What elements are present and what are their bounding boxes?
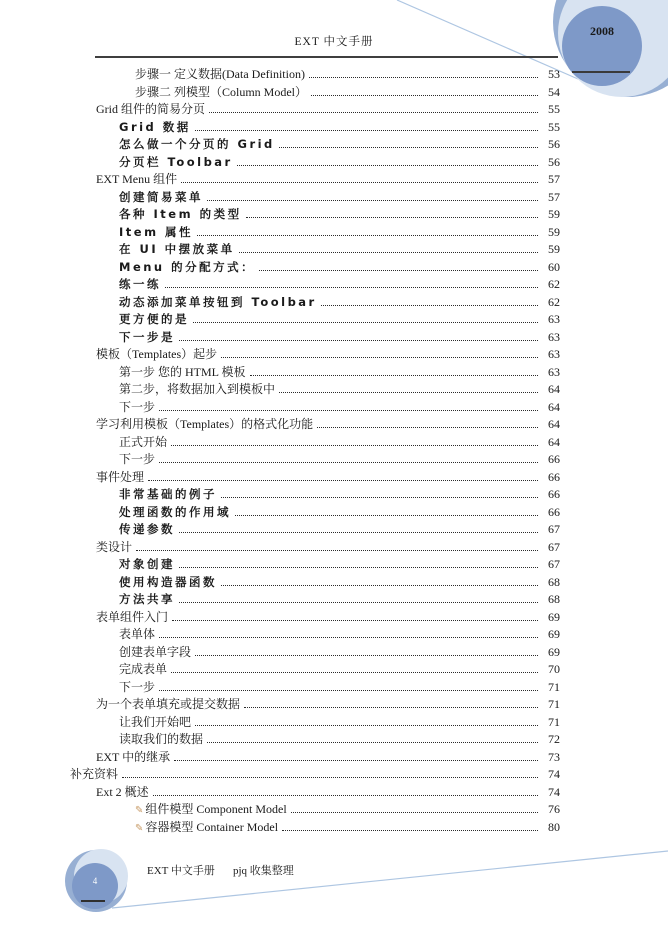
toc-entry bbox=[70, 749, 560, 767]
toc-entry bbox=[70, 766, 560, 784]
dot-leader bbox=[172, 619, 538, 621]
toc-entry-page-number: 64 bbox=[548, 417, 560, 431]
toc-entry-label: 下一步 bbox=[119, 679, 156, 694]
toc-entry-label: 表单组件入门 bbox=[96, 609, 169, 624]
toc-entry bbox=[70, 171, 560, 189]
top-right-circle-inner bbox=[562, 6, 642, 86]
toc-entry-label: 正式开始 bbox=[119, 434, 168, 449]
toc-entry bbox=[70, 416, 560, 434]
toc-entry-label: 在 UI 中摆放菜单 bbox=[119, 242, 235, 256]
toc-entry bbox=[70, 539, 560, 557]
footer-doc-label: EXT 中文手册 bbox=[147, 865, 215, 877]
dot-leader bbox=[221, 584, 538, 586]
toc-entry bbox=[70, 469, 560, 487]
dot-leader bbox=[237, 164, 538, 166]
dot-leader bbox=[193, 321, 538, 323]
toc-entry-label: 表单体 bbox=[119, 627, 156, 641]
toc-entry bbox=[70, 399, 560, 417]
toc-entry bbox=[70, 241, 560, 259]
toc-entry-label: 第二步，将数据加入到模板中 bbox=[119, 382, 276, 396]
dot-leader bbox=[244, 706, 538, 708]
toc-entry-label: 类设计 bbox=[96, 539, 133, 554]
toc-entry bbox=[70, 224, 560, 242]
toc-entry-label: 非常基础的例子 bbox=[119, 487, 217, 501]
toc-entry-page-number: 80 bbox=[548, 819, 560, 834]
toc-entry bbox=[70, 819, 560, 837]
toc-entry-page-number: 56 bbox=[548, 137, 560, 151]
page-number: 4 bbox=[92, 876, 98, 886]
toc-entry bbox=[70, 731, 560, 749]
toc-entry-page-number: 64 bbox=[548, 434, 560, 449]
toc-entry bbox=[70, 626, 560, 644]
dot-leader bbox=[246, 216, 538, 218]
toc-entry bbox=[70, 294, 560, 312]
toc-entry-page-number: 57 bbox=[548, 189, 560, 204]
toc-entry-page-number: 62 bbox=[548, 294, 560, 309]
toc-entry-label: 读取我们的数据 bbox=[119, 732, 204, 746]
toc-entry bbox=[70, 609, 560, 627]
toc-entry-label: Item 属性 bbox=[119, 224, 194, 239]
dot-leader bbox=[317, 426, 538, 428]
dot-leader bbox=[165, 286, 538, 288]
toc-entry-label: 下一步 bbox=[119, 399, 156, 414]
toc-entry-label: 创建简易菜单 bbox=[119, 189, 203, 204]
dot-leader bbox=[197, 234, 538, 236]
dot-leader bbox=[311, 94, 538, 96]
year-badge-underline bbox=[572, 71, 630, 73]
toc-entry bbox=[70, 451, 560, 469]
footer-credit: pjq 收集整理 bbox=[232, 865, 294, 877]
dot-leader bbox=[159, 689, 538, 691]
toc-entry bbox=[70, 521, 560, 539]
dot-leader bbox=[159, 461, 538, 463]
dot-leader bbox=[259, 269, 538, 271]
toc-entry-label: EXT Menu 组件 bbox=[96, 172, 178, 186]
toc-entry-label: 分页栏 Toolbar bbox=[119, 154, 233, 169]
toc-entry bbox=[70, 206, 560, 224]
page-number-underline bbox=[81, 900, 105, 902]
toc-entry bbox=[70, 434, 560, 452]
dot-leader bbox=[235, 514, 538, 516]
toc-entry bbox=[70, 119, 560, 137]
toc-entry-page-number: 68 bbox=[548, 592, 560, 606]
dot-leader bbox=[179, 531, 538, 533]
dot-leader bbox=[195, 129, 538, 131]
toc-entry-label: 怎么做一个分页的 Grid bbox=[119, 137, 275, 151]
toc-entry bbox=[70, 696, 560, 714]
toc-entry bbox=[70, 661, 560, 679]
bottom-left-circle-inner bbox=[72, 863, 118, 909]
toc-entry-label: 步骤一 定义数据(Data Definition) bbox=[135, 67, 305, 81]
toc-entry bbox=[70, 644, 560, 662]
dot-leader bbox=[181, 181, 538, 183]
toc-entry-label: 对象创建 bbox=[119, 557, 175, 571]
dot-leader bbox=[159, 409, 538, 411]
toc-entry-label: 处理函数的作用域 bbox=[119, 504, 231, 519]
pencil-icon: ✎ bbox=[135, 805, 144, 816]
dot-leader bbox=[179, 601, 538, 603]
dot-leader bbox=[179, 339, 538, 341]
header-title: EXT 中文手册 bbox=[294, 36, 374, 48]
toc-entry-page-number: 73 bbox=[548, 749, 560, 764]
toc-entry bbox=[70, 486, 560, 504]
toc-entry bbox=[70, 259, 560, 277]
bottom-diagonal-line bbox=[112, 851, 668, 908]
toc-entry bbox=[70, 329, 560, 347]
toc-entry-page-number: 66 bbox=[548, 452, 560, 466]
toc-entry-page-number: 53 bbox=[548, 67, 560, 81]
dot-leader bbox=[321, 304, 538, 306]
toc-entry-page-number: 74 bbox=[548, 784, 560, 799]
toc-entry bbox=[70, 591, 560, 609]
toc-entry-page-number: 63 bbox=[548, 364, 560, 379]
toc-entry-label: 容器模型 Container Model bbox=[145, 819, 279, 834]
toc-entry-page-number: 59 bbox=[548, 224, 560, 239]
toc-entry-page-number: 62 bbox=[548, 277, 560, 291]
toc-entry-page-number: 66 bbox=[548, 469, 560, 484]
toc-entry bbox=[70, 714, 560, 732]
toc-entry-page-number: 70 bbox=[548, 662, 560, 676]
dot-leader bbox=[221, 356, 538, 358]
dot-leader bbox=[279, 146, 538, 148]
toc-entry-label: 创建表单字段 bbox=[119, 644, 192, 659]
footer-text bbox=[147, 862, 294, 878]
toc-entry-label: 完成表单 bbox=[119, 662, 168, 676]
toc-entry-label: 让我们开始吧 bbox=[119, 714, 192, 729]
pencil-icon: ✎ bbox=[135, 822, 144, 834]
dot-leader bbox=[207, 199, 538, 201]
dot-leader bbox=[195, 724, 538, 726]
toc-entry-label: 练一练 bbox=[119, 277, 161, 291]
toc-entry bbox=[70, 101, 560, 119]
toc-entry-page-number: 74 bbox=[548, 767, 560, 781]
toc-entry-page-number: 69 bbox=[548, 627, 560, 641]
toc-entry-label: 补充资料 bbox=[70, 767, 119, 781]
table-of-contents bbox=[70, 66, 560, 836]
toc-entry-label: 学习利用模板（Templates）的格式化功能 bbox=[96, 417, 314, 431]
dot-leader bbox=[221, 496, 538, 498]
toc-entry-label: 模板（Templates）起步 bbox=[96, 347, 218, 361]
toc-entry-label: 下一步是 bbox=[119, 329, 175, 344]
dot-leader bbox=[282, 829, 538, 831]
toc-entry-label: 传递参数 bbox=[119, 522, 175, 536]
toc-entry bbox=[70, 574, 560, 592]
toc-entry-page-number: 56 bbox=[548, 154, 560, 169]
dot-leader bbox=[122, 776, 538, 778]
toc-entry-label: 步骤二 列模型（Column Model） bbox=[135, 84, 308, 99]
toc-entry-page-number: 59 bbox=[548, 207, 560, 221]
toc-entry bbox=[70, 311, 560, 329]
toc-entry-page-number: 63 bbox=[548, 347, 560, 361]
toc-entry-page-number: 72 bbox=[548, 732, 560, 746]
toc-entry-label: Menu 的分配方式： bbox=[119, 259, 256, 274]
header-rule bbox=[95, 56, 558, 58]
toc-entry bbox=[70, 66, 560, 84]
toc-entry-page-number: 66 bbox=[548, 504, 560, 519]
toc-entry-label: 组件模型 Component Model bbox=[145, 802, 287, 816]
toc-entry-page-number: 55 bbox=[548, 119, 560, 134]
toc-entry-page-number: 71 bbox=[548, 697, 560, 711]
toc-entry-page-number: 67 bbox=[548, 539, 560, 554]
toc-entry-page-number: 67 bbox=[548, 522, 560, 536]
toc-entry-page-number: 63 bbox=[548, 312, 560, 326]
toc-entry bbox=[70, 154, 560, 172]
dot-leader bbox=[279, 391, 538, 393]
toc-entry bbox=[70, 556, 560, 574]
toc-entry-page-number: 55 bbox=[548, 102, 560, 116]
toc-entry bbox=[70, 346, 560, 364]
toc-entry bbox=[70, 364, 560, 382]
toc-entry bbox=[70, 801, 560, 819]
toc-entry-page-number: 60 bbox=[548, 259, 560, 274]
dot-leader bbox=[195, 654, 538, 656]
toc-entry bbox=[70, 504, 560, 522]
toc-entry-label: 方法共享 bbox=[119, 592, 175, 606]
toc-entry bbox=[70, 84, 560, 102]
toc-entry bbox=[70, 136, 560, 154]
toc-entry-label: 为一个表单填充或提交数据 bbox=[96, 697, 241, 711]
toc-entry-label: Grid 数据 bbox=[119, 119, 191, 134]
toc-entry bbox=[70, 189, 560, 207]
dot-leader bbox=[136, 549, 538, 551]
toc-entry-page-number: 63 bbox=[548, 329, 560, 344]
toc-entry-label: 动态添加菜单按钮到 Toolbar bbox=[119, 294, 317, 309]
dot-leader bbox=[153, 794, 538, 796]
toc-entry-page-number: 54 bbox=[548, 84, 560, 99]
toc-entry-page-number: 67 bbox=[548, 557, 560, 571]
toc-entry bbox=[70, 381, 560, 399]
toc-entry bbox=[70, 679, 560, 697]
toc-entry bbox=[70, 784, 560, 802]
dot-leader bbox=[309, 76, 538, 78]
dot-leader bbox=[148, 479, 538, 481]
toc-entry-label: 事件处理 bbox=[96, 469, 145, 484]
toc-entry-page-number: 71 bbox=[548, 679, 560, 694]
dot-leader bbox=[239, 251, 538, 253]
toc-entry-label: 更方便的是 bbox=[119, 312, 189, 326]
toc-entry-label: 下一步 bbox=[119, 452, 156, 466]
toc-entry-page-number: 69 bbox=[548, 609, 560, 624]
toc-entry-page-number: 64 bbox=[548, 382, 560, 396]
toc-entry-label: Grid 组件的简易分页 bbox=[96, 102, 205, 116]
toc-entry-label: 第一步 您的 HTML 模板 bbox=[119, 364, 246, 379]
toc-entry bbox=[70, 276, 560, 294]
toc-entry-page-number: 66 bbox=[548, 487, 560, 501]
dot-leader bbox=[250, 374, 538, 376]
toc-entry-label: Ext 2 概述 bbox=[96, 784, 149, 799]
toc-entry-page-number: 57 bbox=[548, 172, 560, 186]
toc-entry-page-number: 59 bbox=[548, 242, 560, 256]
dot-leader bbox=[171, 444, 538, 446]
dot-leader bbox=[179, 566, 538, 568]
dot-leader bbox=[207, 741, 538, 743]
year-badge: 2008 bbox=[590, 24, 614, 38]
toc-entry-page-number: 71 bbox=[548, 714, 560, 729]
toc-entry-label: EXT 中的继承 bbox=[96, 749, 171, 764]
dot-leader bbox=[174, 759, 538, 761]
toc-entry-page-number: 76 bbox=[548, 802, 560, 816]
toc-entry-label: 各种 Item 的类型 bbox=[119, 207, 242, 221]
dot-leader bbox=[209, 111, 538, 113]
toc-entry-label: 使用构造器函数 bbox=[119, 574, 217, 589]
dot-leader bbox=[159, 636, 538, 638]
toc-entry-page-number: 69 bbox=[548, 644, 560, 659]
dot-leader bbox=[291, 811, 538, 813]
dot-leader bbox=[171, 671, 538, 673]
toc-entry-page-number: 64 bbox=[548, 399, 560, 414]
toc-entry-page-number: 68 bbox=[548, 574, 560, 589]
